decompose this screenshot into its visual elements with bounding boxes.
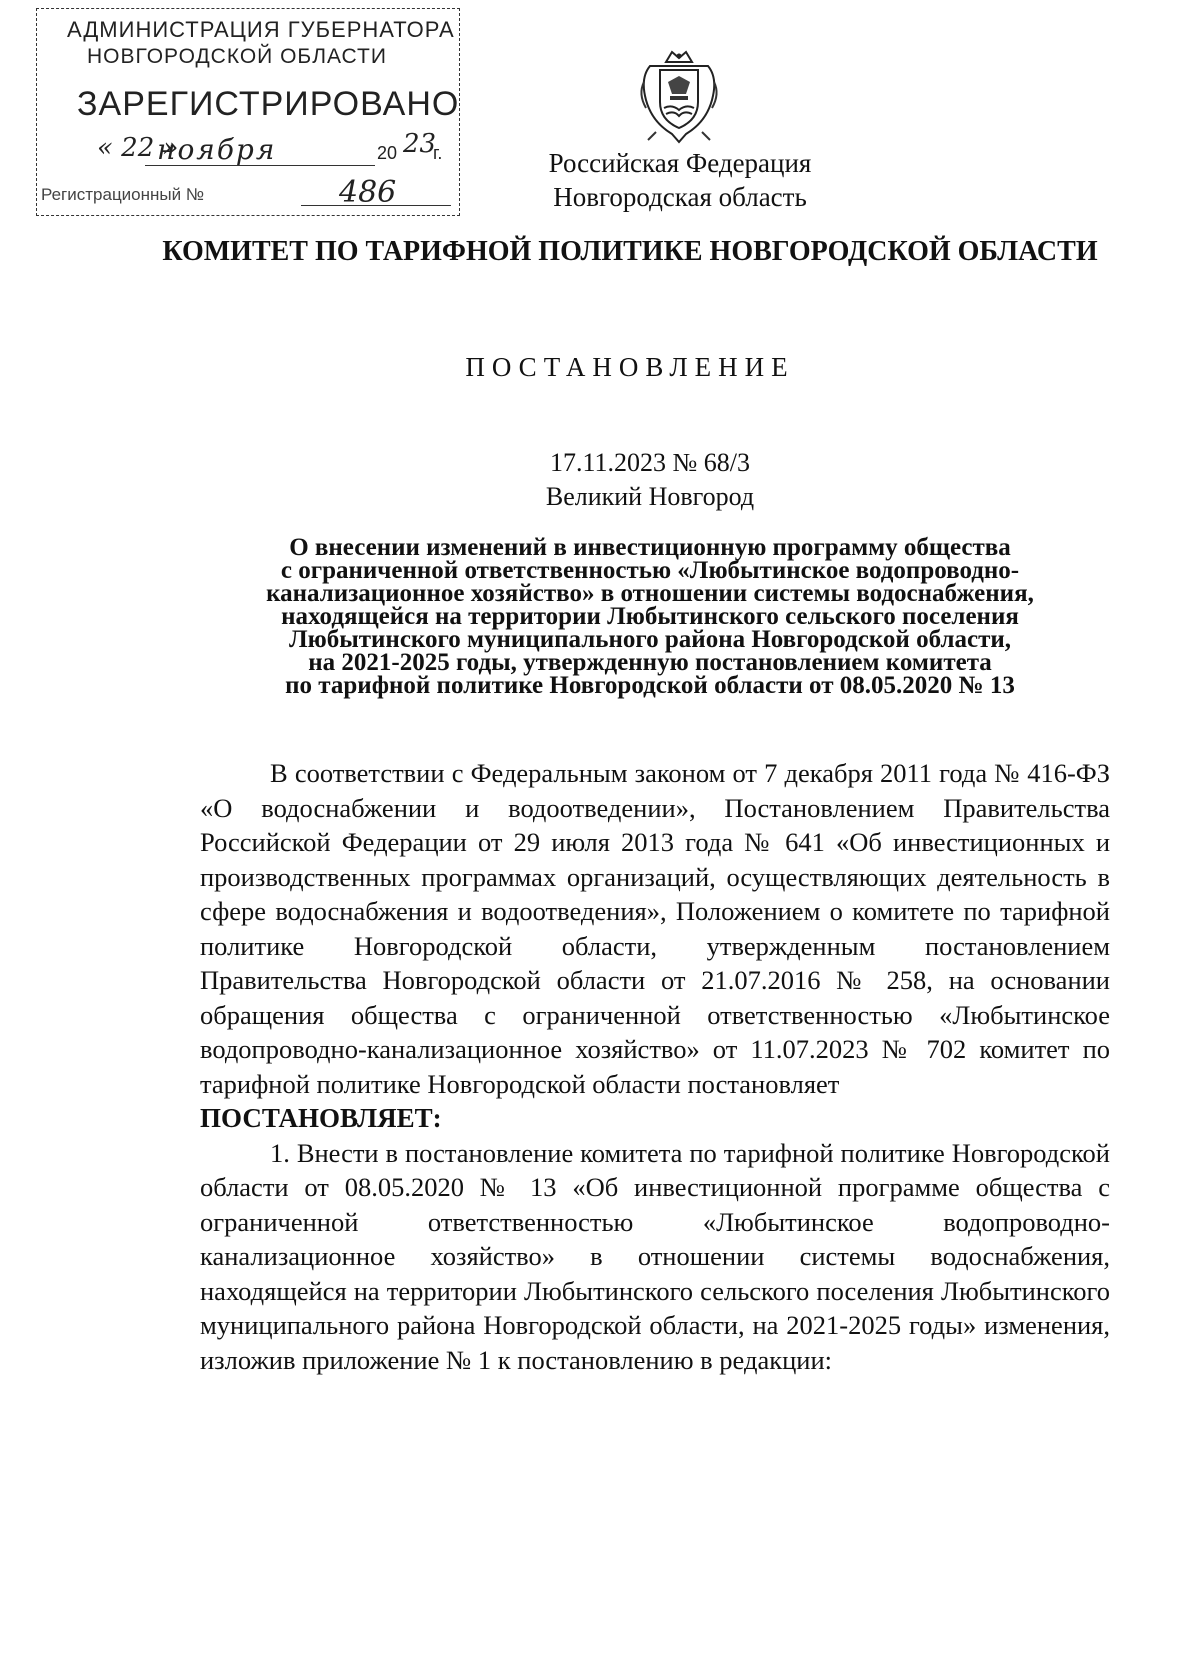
organization-title: КОМИТЕТ ПО ТАРИФНОЙ ПОЛИТИКЕ НОВГОРОДСКОЙ ОБЛАСТИ: [162, 236, 1098, 267]
country: Российская Федерация: [548, 148, 812, 178]
title-line: находящейся на территории Любытинского сельского поселения: [281, 603, 1019, 630]
region: Новгородская область: [553, 182, 807, 212]
stamp-year-suffix: г.: [433, 143, 443, 163]
stamp-regno-value: 486: [339, 175, 397, 210]
stamp-month: ноября: [157, 133, 277, 166]
decree-word: ПОСТАНОВЛЯЕТ:: [200, 1103, 442, 1133]
date-and-place: [500, 446, 800, 514]
stamp-regno-row: [37, 175, 457, 209]
stamp-regno-underline: [301, 205, 451, 206]
stamp-regno-label: Регистрационный №: [41, 185, 205, 204]
title-line: канализационное хозяйство» в отношении системы водоснабжения,: [266, 580, 1034, 607]
title-line: Любытинского муниципального района Новгородской области,: [289, 626, 1011, 653]
title-line: по тарифной политике Новгородской области от 08.05.2020 № 13: [285, 672, 1015, 699]
item-1-paragraph: 1. Внести в постановление комитета по тарифной политике Новгородской области от 08.05.2020 № 13 «Об инвестиционной программе общества с ограниченной ответственностью «Любытинское водопроводно-канализационное хозяйство» в отношении системы водоснабжения, находящейся на территории Любытинского сельского поселения Любытинского муниципального района Новгородской области, на 2021-2025 годы» изменения, изложив приложение № 1 к постановлению в редакции:: [200, 1137, 1110, 1375]
title-line: О внесении изменений в инвестиционную программу общества: [289, 534, 1011, 561]
stamp-registered: ЗАРЕГИСТРИРОВАНО: [77, 85, 460, 123]
stamp-line-1: АДМИНИСТРАЦИЯ ГУБЕРНАТОРА: [67, 17, 455, 42]
stamp-year-handwritten: 23: [403, 129, 437, 159]
document-type: ПОСТАНОВЛЕНИЕ: [465, 352, 795, 382]
stamp-day: « 22 »: [97, 133, 179, 163]
registration-stamp: [36, 8, 460, 216]
date-number: 17.11.2023 № 68/3: [549, 448, 751, 477]
stamp-year-prefix: 20: [377, 143, 398, 163]
document-body: [200, 756, 1110, 1377]
title-line: с ограниченной ответственностью «Любытинское водопроводно-: [280, 557, 1020, 584]
stamp-date-underline: [145, 165, 375, 166]
coat-of-arms-icon: [636, 48, 722, 146]
preamble-paragraph: В соответствии с Федеральным законом от 7 декабря 2011 года № 416-ФЗ «О водоснабжении и водоотведении», Постановлением Правительства Российской Федерации от 29 июля 2013 года № 641 «Об инвестиционных и производственных программах организаций, осуществляющих деятельность в сфере водоснабжения и водоотведения», Положением о комитете по тарифной политике Новгородской области, утвержденным постановлением Правительства Новгородской области от 21.07.2016 № 258, на основании обращения общества с ограниченной ответственностью «Любытинское водопроводно-канализационное хозяйство» от 11.07.2023 № 702 комитет по тарифной политике Новгородской области постановляет: [200, 758, 1110, 1099]
document-title: [200, 536, 1100, 697]
stamp-line-2: НОВГОРОДСКОЙ ОБЛАСТИ: [87, 45, 387, 68]
stamp-date-row: [75, 129, 455, 169]
title-line: на 2021-2025 годы, утвержденную постановлением комитета: [308, 649, 992, 676]
city: Великий Новгород: [545, 482, 755, 511]
header-country-region: [480, 146, 880, 214]
